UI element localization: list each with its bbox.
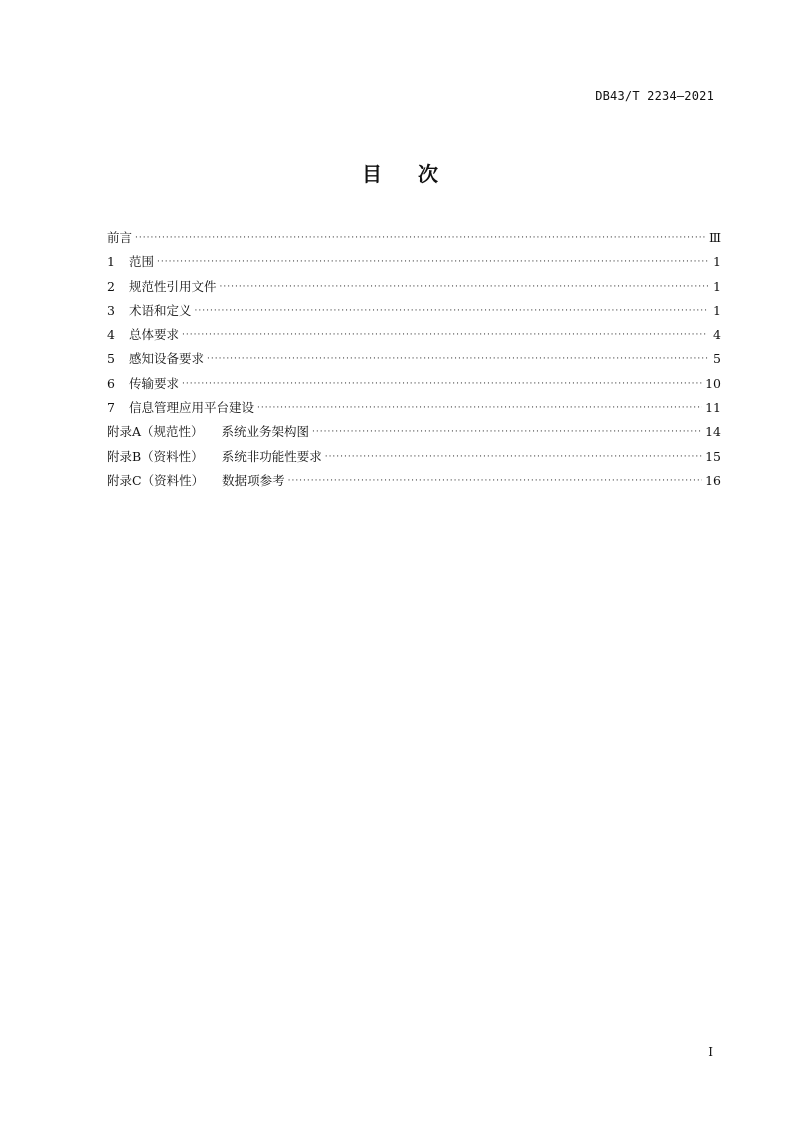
toc-leader-dots bbox=[325, 445, 702, 469]
toc-entry-page: 5 bbox=[713, 351, 721, 367]
toc-leader-dots bbox=[182, 372, 702, 396]
toc-entry-7[interactable] bbox=[107, 396, 721, 420]
toc-entry-label: 数据项参考 bbox=[222, 472, 285, 488]
toc-entry-label: 规范性引用文件 bbox=[129, 278, 217, 294]
toc-entry-label: 系统业务架构图 bbox=[221, 424, 310, 440]
toc-entry-6[interactable] bbox=[107, 372, 721, 396]
toc-entry-appendix-a[interactable] bbox=[107, 420, 721, 444]
toc-entry-appendix-c[interactable] bbox=[107, 469, 721, 493]
toc-leader-dots bbox=[312, 420, 702, 444]
toc-entry-prefix: 附录B（资料性） bbox=[107, 448, 204, 464]
toc-entry-number: 2 bbox=[107, 278, 115, 294]
toc-entry-page: 16 bbox=[705, 472, 721, 488]
toc-entry-page: 1 bbox=[713, 302, 721, 318]
toc-entry-number: 3 bbox=[107, 302, 115, 318]
toc-entry-appendix-b[interactable] bbox=[107, 445, 721, 469]
toc-entry-number: 5 bbox=[107, 351, 115, 367]
toc-title-char-1: 目 bbox=[362, 162, 382, 186]
toc-list bbox=[107, 226, 721, 493]
toc-entry-label: 前言 bbox=[107, 230, 133, 245]
header-doc-code: DB43/T 2234—2021 bbox=[595, 89, 714, 103]
toc-entry-page: Ⅲ bbox=[708, 230, 721, 245]
toc-entry-page: 11 bbox=[705, 400, 721, 416]
toc-entry-page: 4 bbox=[713, 327, 721, 343]
toc-leader-dots bbox=[220, 275, 708, 299]
toc-entry-label: 术语和定义 bbox=[129, 302, 192, 318]
toc-leader-dots bbox=[207, 347, 708, 371]
toc-entry-foreword[interactable] bbox=[107, 226, 721, 250]
page-number: I bbox=[708, 1045, 713, 1059]
toc-entry-page: 14 bbox=[705, 424, 721, 440]
toc-entry-label: 范围 bbox=[129, 254, 155, 270]
toc-entry-5[interactable] bbox=[107, 347, 721, 371]
toc-leader-dots bbox=[157, 250, 708, 274]
toc-entry-prefix: 附录C（资料性） bbox=[107, 472, 205, 488]
toc-entry-label: 传输要求 bbox=[129, 375, 180, 391]
toc-entry-number: 4 bbox=[107, 327, 115, 343]
toc-entry-page: 1 bbox=[713, 278, 721, 294]
toc-entry-prefix: 附录A（规范性） bbox=[107, 424, 204, 440]
toc-title-char-2: 次 bbox=[418, 162, 438, 186]
toc-entry-page: 15 bbox=[705, 448, 721, 464]
toc-entry-2[interactable] bbox=[107, 275, 721, 299]
toc-title bbox=[0, 158, 800, 187]
toc-entry-1[interactable] bbox=[107, 250, 721, 274]
toc-leader-dots bbox=[195, 299, 708, 323]
toc-leader-dots bbox=[288, 469, 703, 493]
toc-entry-label: 感知设备要求 bbox=[129, 351, 205, 367]
toc-entry-label: 系统非功能性要求 bbox=[221, 448, 322, 464]
toc-entry-number: 6 bbox=[107, 375, 115, 391]
toc-entry-3[interactable] bbox=[107, 299, 721, 323]
toc-entry-number: 7 bbox=[107, 400, 115, 416]
toc-leader-dots bbox=[135, 226, 706, 250]
toc-entry-label: 总体要求 bbox=[129, 327, 180, 343]
toc-entry-label: 信息管理应用平台建设 bbox=[129, 400, 255, 416]
toc-entry-number: 1 bbox=[107, 254, 115, 270]
toc-entry-4[interactable] bbox=[107, 323, 721, 347]
toc-entry-page: 10 bbox=[705, 375, 721, 391]
toc-leader-dots bbox=[257, 396, 702, 420]
toc-entry-page: 1 bbox=[713, 254, 721, 270]
toc-leader-dots bbox=[182, 323, 708, 347]
